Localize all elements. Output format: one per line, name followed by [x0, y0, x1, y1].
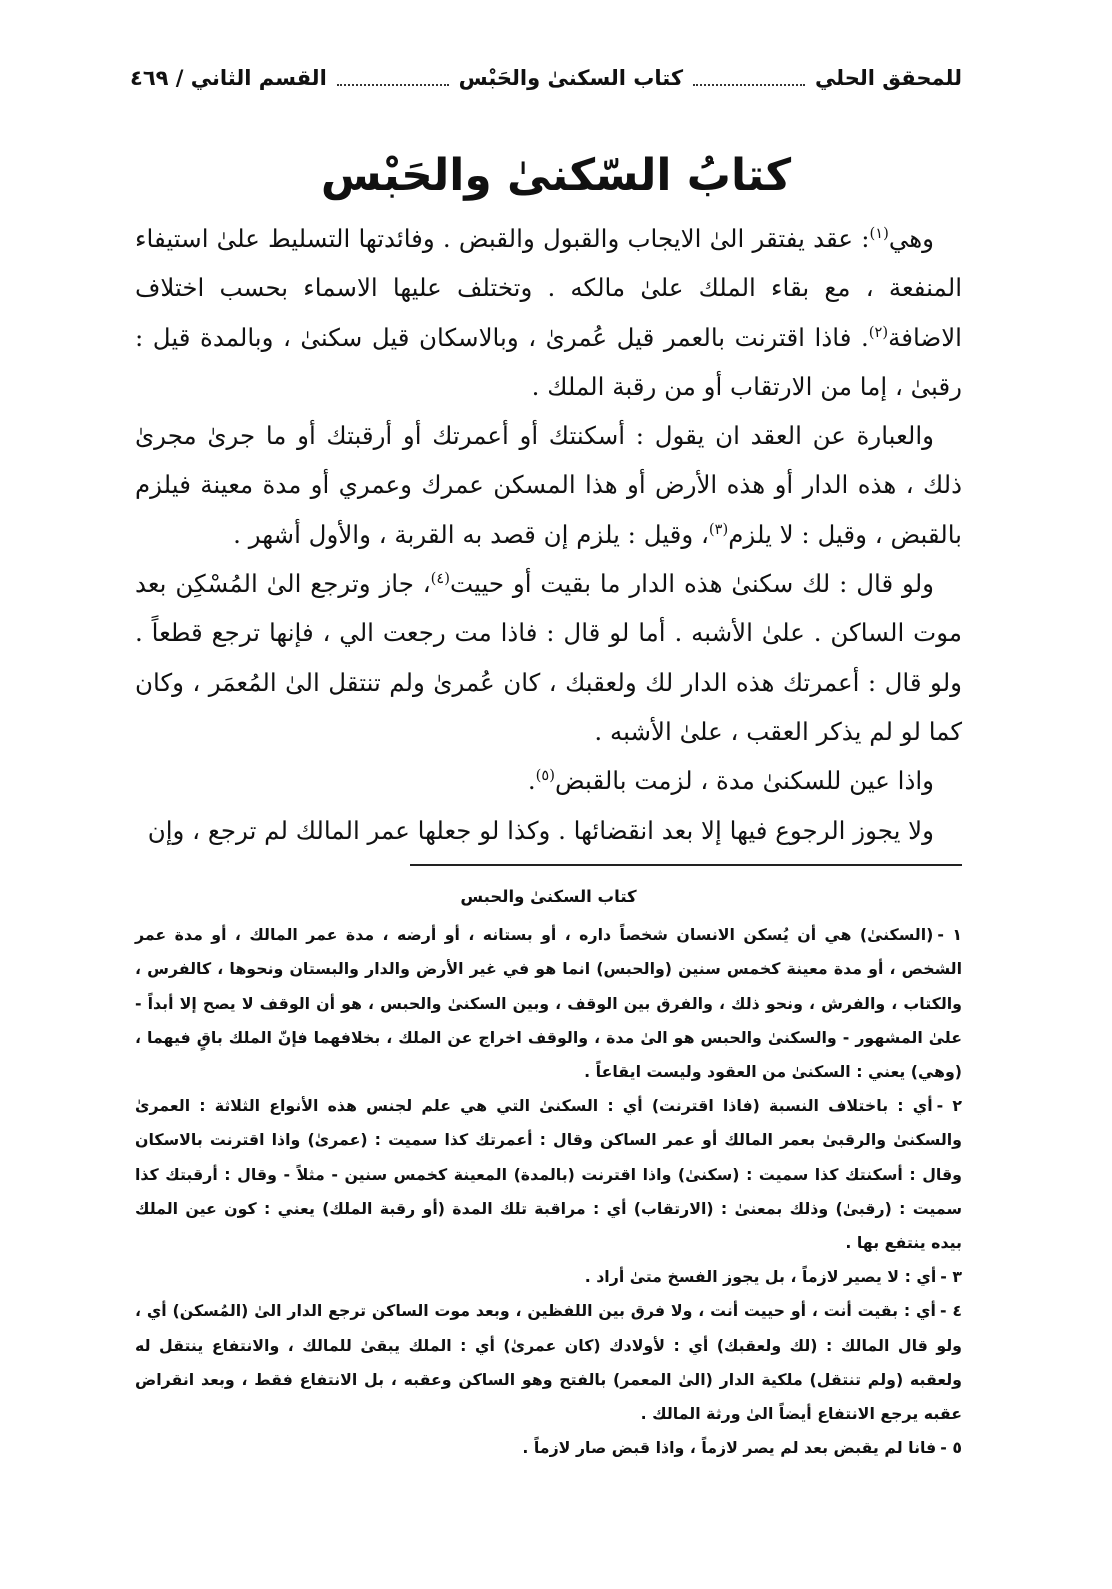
paragraph — [135, 214, 962, 411]
footnote-number: ٥ - — [940, 1438, 962, 1458]
paragraph-text: ولو قال : لك سكنىٰ هذه الدار ما بقيت أو حييت — [450, 569, 935, 599]
header-page-number: القسم الثاني / ٤٦٩ — [130, 66, 327, 90]
paragraph-text: وهي — [888, 224, 934, 253]
footnote — [135, 1431, 962, 1465]
header-dots-left — [337, 70, 449, 86]
chapter-title: كتابُ السّكنىٰ والحَبْس — [320, 150, 792, 201]
footnote-number: ٤ - — [939, 1301, 962, 1321]
paragraph — [135, 411, 962, 559]
paragraph-text: ، جاز وترجع الىٰ المُسْكِن بعد موت الساكن . علىٰ الأشبه . أما لو قال : فاذا مت رجعت الي ، فإنها ترجع قطعاً . ولو قال : أعمرتك هذه الدار لك ولعقبك ، كان عُمرىٰ ولم تنتقل الىٰ المُعمَر ، وكان كما لو لم يذكر العقب ، علىٰ الأشبه . — [135, 569, 962, 746]
footnote-text: فانا لم يقبض بعد لم يصر لازماً ، واذا قبض صار لازماً . — [522, 1438, 937, 1458]
paragraph-text: . — [527, 766, 536, 796]
running-header — [130, 58, 962, 98]
footnote-number: ٢ - — [936, 1096, 962, 1116]
footnote-separator — [410, 864, 962, 866]
paragraph-text: : عقد يفتقر الىٰ الايجاب والقبول والقبض . وفائدتها التسليط علىٰ استيفاء المنفعة ، مع بقاء الملك علىٰ مالكه . وتختلف عليها الاسماء بحسب اختلاف الاضافة — [135, 224, 962, 352]
footnote — [135, 1089, 962, 1260]
footnote-ref: (٣) — [708, 520, 729, 538]
footnote-text: أي : بقيت أنت ، أو حييت أنت ، ولا فرق بين اللفظين ، وبعد موت الساكن ترجع الدار الىٰ (المُسكن) أي ، ولو قال المالك : (لك ولعقبك) أي : لأولادك (كان عمرىٰ) أي : الملك يبقىٰ للمالك ، والانتفاع ينتقل له ولعقبه (ولم تنتقل) ملكية الدار (الىٰ المعمر) بالفتح وهو الساكن وعقبه ، بل الانتفاع فقط ، وبعد انقراض عقبه يرجع الانتفاع أيضاً الىٰ ورثة المالك . — [135, 1301, 962, 1424]
paragraph-text: ولا يجوز الرجوع فيها إلا بعد انقضائها . وكذا لو جعلها عمر المالك لم ترجع ، وإن — [147, 815, 934, 845]
footnote-number: ١ - — [937, 925, 962, 945]
header-author: للمحقق الحلي — [814, 66, 962, 90]
paragraph-text: . فاذا اقترنت بالعمر قيل عُمرىٰ ، وبالاسكان قيل سكنىٰ ، وبالمدة قيل : رقبىٰ ، إما من الارتقاب أو من رقبة الملك . — [135, 322, 962, 401]
footnotes-title: كتاب السكنىٰ والحبس — [460, 887, 637, 906]
footnote-text: (السكنىٰ) هي أن يُسكن الانسان شخصاً داره ، أو بستانه ، أو أرضه ، مدة عمر المالك ، أو مدة عمر الشخص ، أو مدة معينة كخمس سنين (والحبس) انما هو في غير الأرض والدار والبستان ونحوها ، كالفرس ، والكتاب ، والفرش ، ونحو ذلك ، والفرق بين الوقف ، وبين السكنىٰ والحبس ، هو أن الوقف لا يصح إلا أبداً - علىٰ المشهور - والسكنىٰ والحبس هو الىٰ مدة ، والوقف اخراج عن الملك ، بخلافهما فإنّ الملك باقٍ فيهما ، (وهي) يعني : السكنىٰ من العقود وليست ايقاعاً . — [135, 925, 962, 1082]
footnote-ref: (٥) — [535, 767, 556, 785]
footnote-ref: (٤) — [430, 569, 451, 587]
paragraph-text: والعبارة عن العقد ان يقول : أسكنتك أو أعمرتك أو أرقبتك أو ما جرىٰ مجرىٰ ذلك ، هذه الدار أو هذه الأرض أو هذا المسكن عمرك وعمري أو مدة معينة فيلزم بالقبض ، وقيل : لا يلزم — [135, 421, 962, 549]
paragraph — [135, 559, 962, 756]
footnote-text: أي : لا يصير لازماً ، بل يجوز الفسخ متىٰ أراد . — [584, 1267, 937, 1287]
main-text — [135, 214, 962, 855]
footnote — [135, 1294, 962, 1431]
footnotes — [135, 880, 962, 1465]
paragraph — [135, 756, 962, 805]
footnote-ref: (١) — [869, 224, 889, 242]
paragraph — [135, 806, 962, 855]
footnote-ref: (٢) — [868, 323, 889, 341]
header-chapter: كتاب السكنىٰ والحَبْس — [458, 66, 684, 90]
footnote — [135, 1260, 962, 1294]
footnote-number: ٣ - — [940, 1267, 962, 1287]
footnote-text: أي : باختلاف النسبة (فاذا اقترنت) أي : السكنىٰ التي هي علم لجنس هذه الأنواع الثلاثة : العمرىٰ والسكنىٰ والرقبىٰ بعمر المالك أو عمر الساكن وقال : أعمرتك كذا سميت : (عمرىٰ) واذا اقترنت بالاسكان وقال : أسكنتك كذا سميت : (سكنىٰ) واذا اقترنت (بالمدة) المعينة كخمس سنين - مثلاً - وقال : أرقبتك كذا سميت : (رقبىٰ) وذلك بمعنىٰ : (الارتقاب) أي : مراقبة تلك المدة (أو رقبة الملك) يعني : كون عين الملك بيده ينتفع بها . — [135, 1096, 962, 1253]
paragraph-text: واذا عين للسكنىٰ مدة ، لزمت بالقبض — [555, 766, 934, 796]
paragraph-text: ، وقيل : يلزم إن قصد به القربة ، والأول أشهر . — [233, 519, 709, 549]
header-dots-right — [693, 70, 805, 86]
footnote — [135, 918, 962, 1089]
